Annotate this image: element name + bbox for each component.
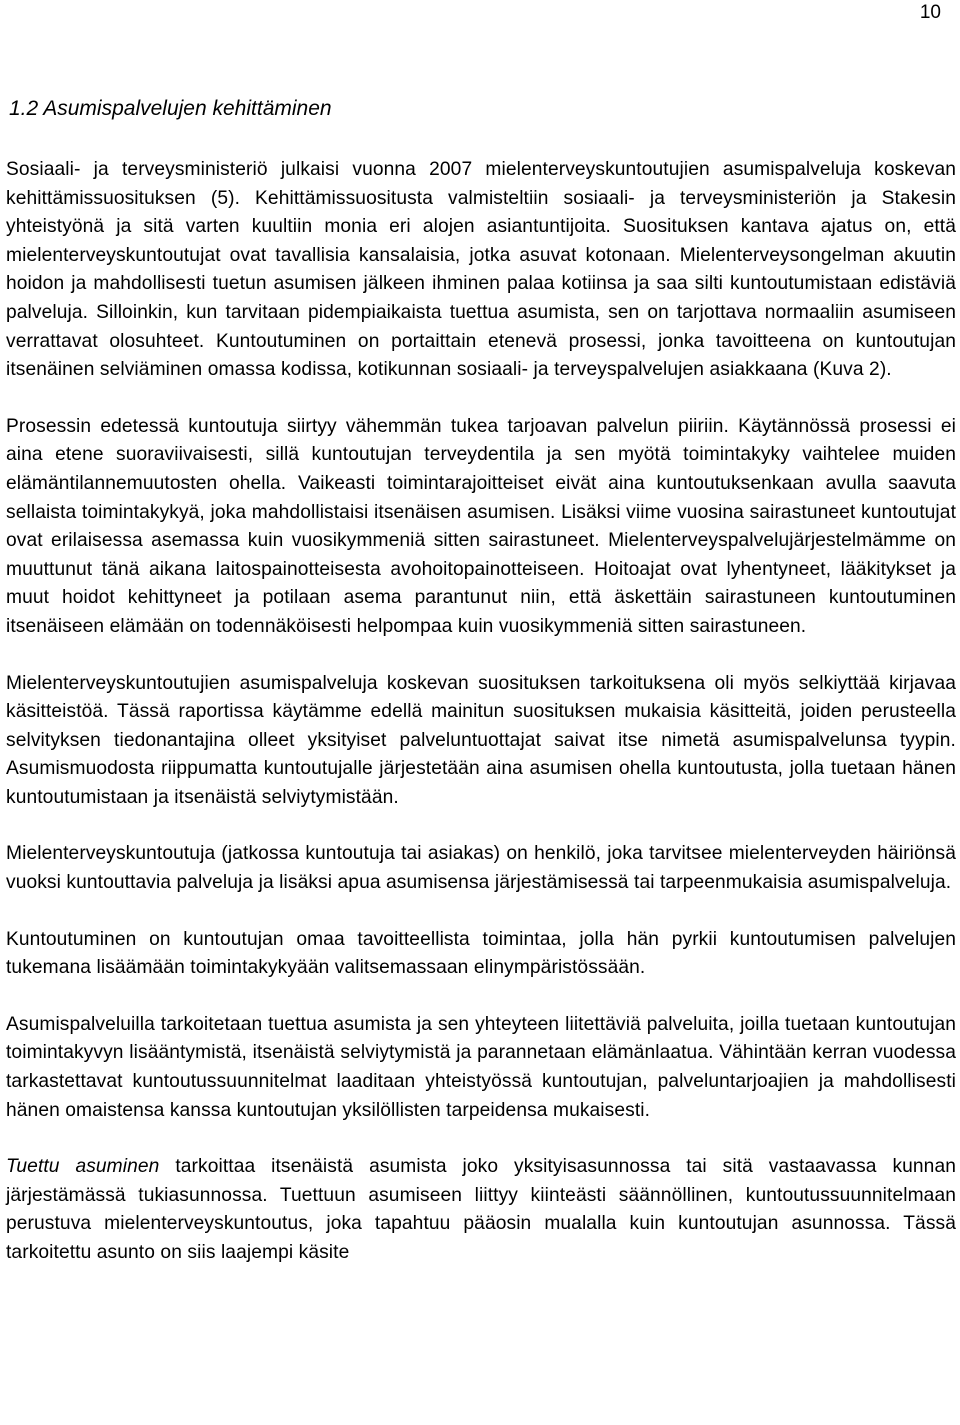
paragraph-3: Mielenterveyskuntoutujien asumispalveluja koskevan suosituksen tarkoituksena oli myös selkiyttää kirjavaa käsitteistöä. Tässä raportissa käytämme edellä mainitun suosituksen mukaisia käsitteitä, joiden perusteella selvityksen tiedonantajina olleet yksityiset palveluntuottajat saivat itse nimetä asumispalvelunsa tyypin. Asumismuodosta riippumatta kuntoutujalle järjestetään aina asumisen ohella kuntoutusta, jolla tuetaan hänen kuntoutumistaan ja itsenäistä selviytymistään. [6,672,956,808]
paragraph-5: Kuntoutuminen on kuntoutujan omaa tavoitteellista toimintaa, jolla hän pyrkii kuntoutumisen palvelujen tukemana lisäämään toimintakykyään valitsemassaan elinympäristössään. [6,928,956,979]
paragraph-6: Asumispalveluilla tarkoitetaan tuettua asumista ja sen yhteyteen liitettäviä palveluita, joilla tuetaan kuntoutujan toimintakyvyn lisääntymistä, itsenäistä selviytymistä ja parannetaan elämänlaatua. Vähintään kerran vuodessa tarkastettavat kuntoutussuunnitelmat laaditaan yhteistyössä kuntoutujan, palveluntarjoajien ja mahdollisesti hänen omaistensa kanssa kuntoutujan yksilöllisten tarpeidensa mukaisesti. [6,1013,956,1121]
paragraph-4: Mielenterveyskuntoutuja (jatkossa kuntoutuja tai asiakas) on henkilö, joka tarvitsee mielenterveyden häiriönsä vuoksi kuntouttavia palveluja ja lisäksi apua asumisensa järjestämisessä tai tarpeenmukaisia asumispalveluja. [6,843,956,894]
page-number: 10 [919,2,941,23]
paragraph-7-text: tarkoittaa itsenäistä asumista joko yksityisasunnossa tai sitä vastaavassa kunnan järjestämässä tukiasunnossa. Tuettuun asumiseen liittyy kiinteästi säännöllinen, kuntoutussuunnitelmaan perustuva mielenterveyskuntoutus, joka tapahtuu pääosin mualalla kuin kuntoutujan asunnossa. Tässä tarkoitettu asunto on siis laajempi käsite [6,1156,956,1263]
defined-term: Tuettu asuminen [6,1156,160,1178]
paragraph-2: Prosessin edetessä kuntoutuja siirtyy vähemmän tukea tarjoavan palvelun piiriin. Käytännössä prosessi ei aina etene suoraviivaisesti, sillä kuntoutujan terveydentila ja sen myötä toimintakyky vaihtelee muiden elämäntilannemuutosten ohella. Vaikeasti toimintarajoitteiset eivät aina kuntoutuksenkaan avulla saavuta sellaista toimintakykyä, joka mahdollistaisi itsenäisen asumisen. Lisäksi viime vuosina sairastuneet kuntoutujat ovat erilaisessa asemassa kuin vuosikymmeniä sitten sairastuneet. Mielenterveyspalvelujärjestelmämme on muuttunut tänä aikana laitospainotteisesta avohoitopainotteiseen. Hoitoajat ovat lyhentyneet, lääkitykset ja muut hoidot kehittyneet ja potilaan asema parantunut niin, että äskettäin sairastuneen kuntoutuminen itsenäiseen elämään on todennäköisesti helpompaa kuin vuosikymmeniä sitten sairastuneen. [6,415,956,637]
section-heading: 1.2 Asumispalvelujen kehittäminen [9,97,332,120]
paragraph-7 [6,1153,956,1267]
document-body [6,156,956,1296]
paragraph-1: Sosiaali- ja terveysministeriö julkaisi vuonna 2007 mielenterveyskuntoutujien asumispalveluja koskevan kehittämissuosituksen (5). Kehittämissuositusta valmisteltiin sosiaali- ja terveysministeriön ja Stakesin yhteistyönä ja sitä varten kuultiin monia eri alojen asiantuntijoita. Suosituksen kantava ajatus on, että mielenterveyskuntoutujat ovat tavallisia kansalaisia, jotka asuvat kotonaan. Mielenterveysongelman akuutin hoidon ja mahdollisesti tuetun asumisen jälkeen ihminen palaa kotiinsa ja saa silti kuntoutumistaan edistäviä palveluja. Silloinkin, kun tarvitaan pidempiaikaista tuettua asumista, sen on tarjottava normaaliin asumiseen verrattavat olosuhteet. Kuntoutuminen on portaittain etenevä prosessi, jonka tavoitteena on kuntoutujan itsenäinen selviäminen omassa kodissa, kotikunnan sosiaali- ja terveyspalvelujen asiakkaana (Kuva 2). [6,159,956,381]
